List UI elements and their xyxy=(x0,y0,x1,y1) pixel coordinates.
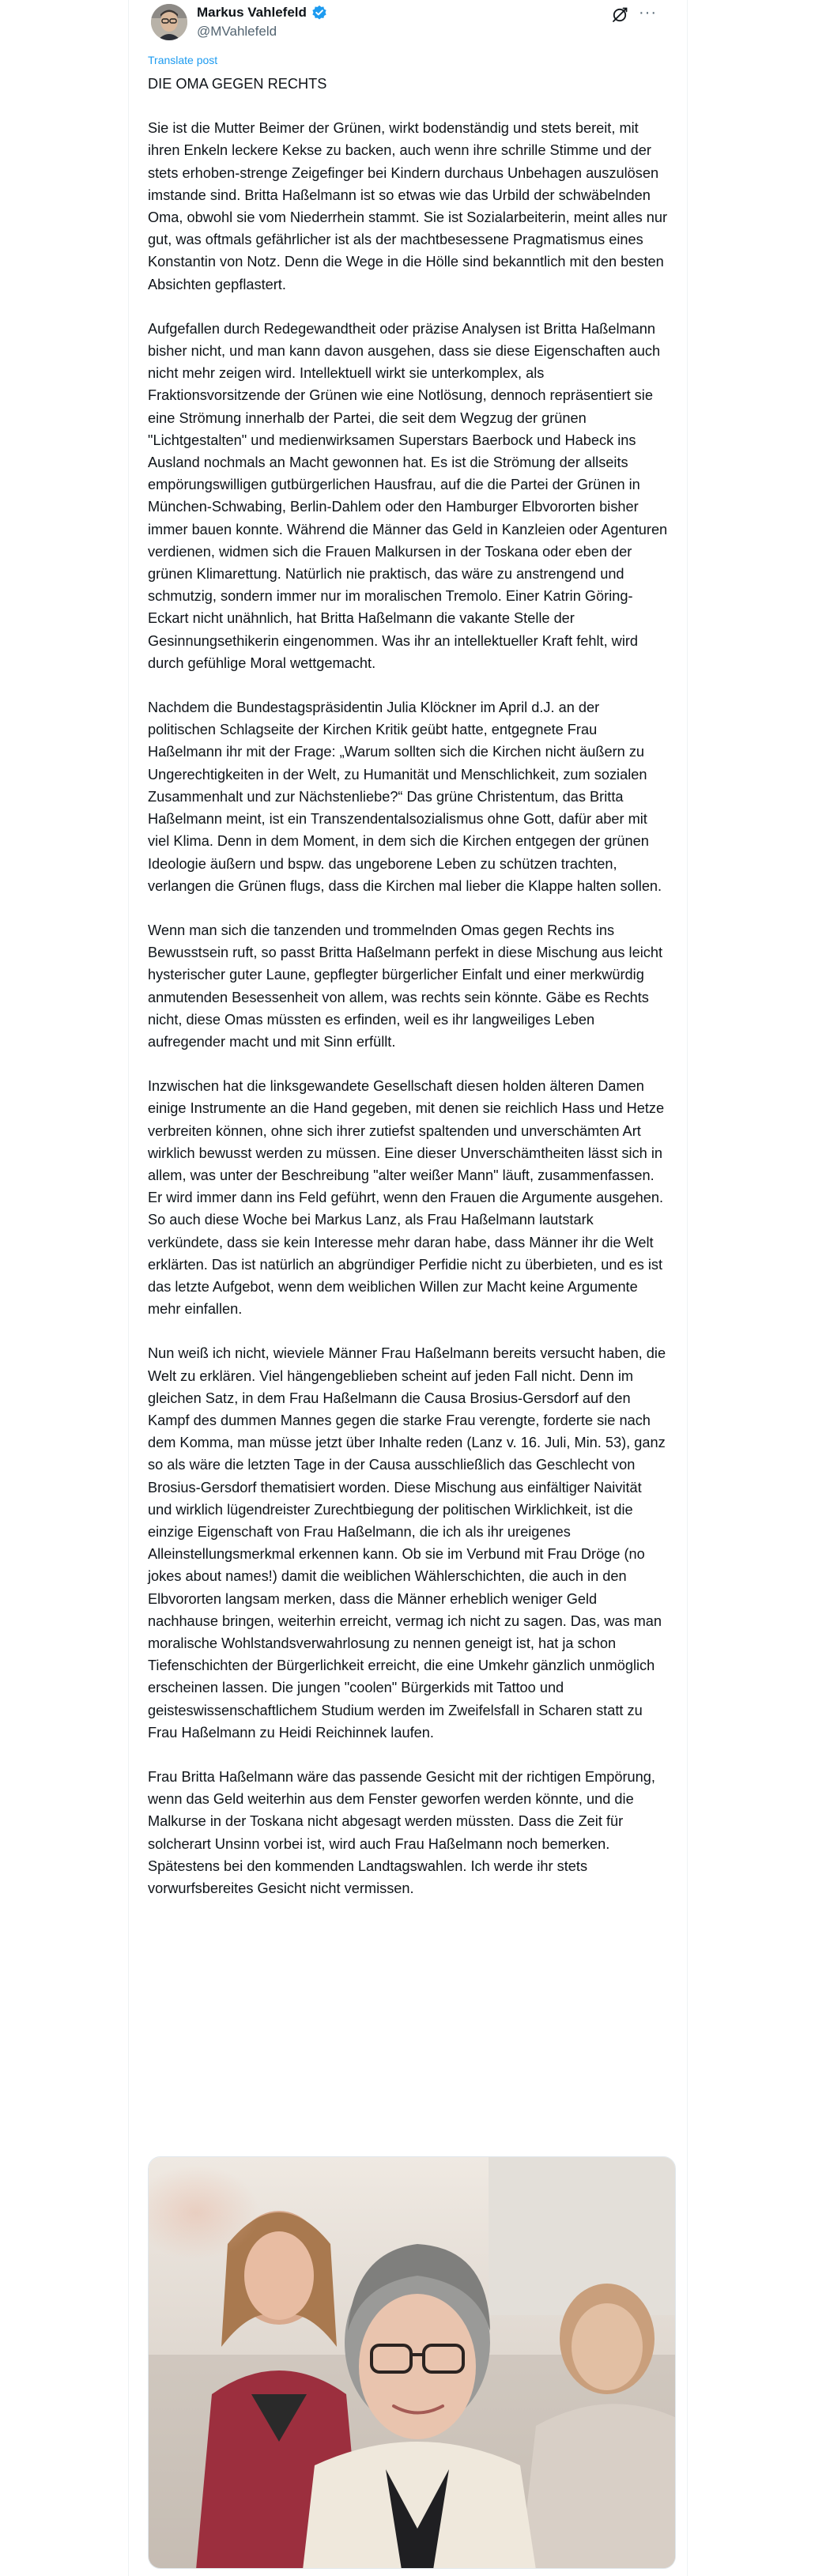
post-photo[interactable] xyxy=(148,2156,676,2569)
name-row xyxy=(197,5,327,21)
post-paragraph: Inzwischen hat die linksgewandete Gesellschaft diesen holden älteren Damen einige Instrumente an die Hand gegeben, mit denen sie reichlich Hass und Hetze verbreiten können, ohne sich ihrer zutiefst spaltenden und unverschämten Art wirklich bewusst werden zu müssen. Eine dieser Unverschämtheiten lässt sich in allem, was unter der Beschreibung "alter weißer Mann" läuft, zusammenfassen. Er wird immer dann ins Feld geführt, wenn den Frauen die Argumente ausgehen. So auch diese Woche bei Markus Lanz, als Frau Haßelmann lautstark verkündete, dass sie kein Interesse mehr daran habe, dass Männer ihr die Welt erklärten. Das ist natürlich an abgründiger Perfidie nicht zu überbieten, und es ist das letzte Aufgebot, wenn dem weiblichen Willen zur Macht keine Argumente mehr einfallen. xyxy=(148,1078,665,1318)
post-paragraph: Wenn man sich die tanzenden und trommelnden Omas gegen Rechts ins Bewusstsein ruft, so passt Britta Haßelmann perfekt in diese Mischung aus leicht hysterischer guter Laune, gepflegter bürgerlicher Einfalt und einer merkwürdig anmutenden Besessenheit von allem, was rechts sein könnte. Gäbe es Rechts nicht, diese Omas müssten es erfinden, weil es ihr langweiliges Leben aufregender macht und mit Sinn erfüllt. xyxy=(148,922,663,1050)
more-options-icon[interactable]: ··· xyxy=(639,4,657,21)
post-paragraph: Nachdem die Bundestagspräsidentin Julia Klöckner im April d.J. an der politischen Schlagseite der Kirchen Kritik geübt hatte, entgegnete Frau Haßelmann ihr mit der Frage: „Warum sollten sich die Kirchen nicht äußern zu Ungerechtigkeiten in der Welt, zu Humanität und Menschlichkeit, zum sozialen Zusammenhalt und zur Nächstenliebe?“ Das grüne Christentum, das Britta Haßelmann meint, ist ein Transzendentalsozialismus ohne Gott, dafür aber mit viel Klima. Denn in dem Moment, in dem sich die Kirchen entgegen der grünen Ideologie äußern und bspw. das ungeborene Leben zu schützen trachten, verlangen die Grünen flugs, dass die Kirchen mal lieber die Klappe halten sollen. xyxy=(148,700,662,894)
post-paragraph: Aufgefallen durch Redegewandtheit oder präzise Analysen ist Britta Haßelmann bisher nicht, und man kann davon ausgehen, dass sie diese Eigenschaften auch nicht mehr zeigen wird. Intellektuell wirkt sie unterkomplex, als Fraktionsvorsitzende der Grünen wie eine Notlösung, dennoch repräsentiert sie eine Strömung innerhalb der Partei, die seit dem Wegzug der grünen "Lichtgestalten" und medienwirksamen Superstars Baerbock und Habeck ins Ausland nochmals an Macht gewonnen hat. Es ist die Strömung der allseits empörungswilligen gutbürgerlichen Hausfrau, auf die die Partei der Grünen in München-Schwabing, Berlin-Dahlem oder den Hamburger Elbvororten bisher immer bauen konnte. Während die Männer das Geld in Kanzleien oder Agenturen verdienen, widmen sich die Frauen Malkursen in der Toskana oder eben der grünen Klimarettung. Natürlich nie praktisch, das wäre zu anstrengend und schmutzig, sondern immer nur im moralischen Tremolo. Einer Katrin Göring-Eckart nicht unähnlich, hat Britta Haßelmann die vakante Stelle der Gesinnungsethikerin eingenommen. Was ihr an intellektueller Kraft fehlt, wird durch gefühlige Moral wettgemacht. xyxy=(148,320,668,671)
verified-badge-icon xyxy=(311,5,327,21)
post-paragraph: Sie ist die Mutter Beimer der Grünen, wirkt bodenständig und stets bereit, mit ihren Enkeln leckere Kekse zu backen, auch wenn ihre schrille Stimme und der stets erhoben-strenge Zeigefinger bei Kindern durchaus Unbehagen auszulösen imstande sind. Britta Haßelmann ist so etwas wie das Urbild der schwäbelnden Oma, obwohl sie vom Niederrhein stammt. Sie ist Sozialarbeiterin, meint alles nur gut, was oftmals gefährlicher ist als der machtbesessene Pragmatismus eines Konstantin von Notz. Denn die Wege in die Hölle sind bekanntlich mit den besten Absichten gepflastert. xyxy=(148,120,668,292)
author-handle[interactable]: @MVahlefeld xyxy=(197,24,277,39)
translate-post-link[interactable]: Translate post xyxy=(148,54,218,66)
grok-icon[interactable] xyxy=(611,6,628,24)
post-body xyxy=(148,73,670,1922)
post-title: DIE OMA GEGEN RECHTS xyxy=(148,76,327,92)
author-name[interactable]: Markus Vahlefeld xyxy=(197,5,307,20)
post-column xyxy=(128,0,688,2576)
post-paragraph: Frau Britta Haßelmann wäre das passende Gesicht mit der richtigen Empörung, wenn das Geld weiterhin aus dem Fenster geworfen werden könnte, und die Malkurse in der Toskana nicht abgesagt werden müssten. Dass die Zeit für solcherart Unsinn vorbei ist, wird auch Frau Haßelmann noch bemerken. Spätestens bei den kommenden Landtagswahlen. Ich werde ihr stets vorwurfsbereites Gesicht nicht vermissen. xyxy=(148,1769,655,1897)
avatar-image xyxy=(151,4,187,40)
post-photo-image xyxy=(149,2157,676,2569)
post-paragraph: Nun weiß ich nicht, wieviele Männer Frau Haßelmann bereits versucht haben, die Welt zu erklären. Viel hängengeblieben scheint auf jeden Fall nicht. Denn im gleichen Satz, in dem Frau Haßelmann die Causa Brosius-Gersdorf auf den Kampf des dummen Mannes gegen die starke Frau verengte, forderte sie nach dem Komma, man müsse jetzt über Inhalte reden (Lanz v. 16. Juli, Min. 53), ganz so als wäre die letzten Tage in der Causa ausschließlich das Geschlecht von Brosius-Gersdorf thematisiert worden. Diese Mischung aus einfältiger Naivität und wirklich lügendreister Zurechtbiegung der politischen Wirklichkeit, ist die einzige Eigenschaft von Frau Haßelmann, die ich als ihr ureigenes Alleinstellungsmerkmal erkennen kann. Ob sie im Verbund mit Frau Dröge (no jokes about names!) damit die weiblichen Wählerschichten, die auch in den Elbvororten langsam merken, dass die Männer erheblich weniger Geld nachhause bringen, weiterhin erreicht, vermag ich nicht zu sagen. Das, was man moralische Wohlstandsverwahrlosung zu nennen geneigt ist, hat ja schon Tiefenschichten der Bürgerlichkeit erreicht, die eine Umkehr gänzlich unmöglich erscheinen lassen. Die jungen "coolen" Bürgerkids mit Tattoo und geisteswissenschaftlichem Studium werden im Zweifelsfall in Scharen statt zu Frau Haßelmann zu Heidi Reichinnek laufen. xyxy=(148,1345,666,1741)
avatar[interactable] xyxy=(151,4,187,40)
post-header xyxy=(148,0,670,47)
